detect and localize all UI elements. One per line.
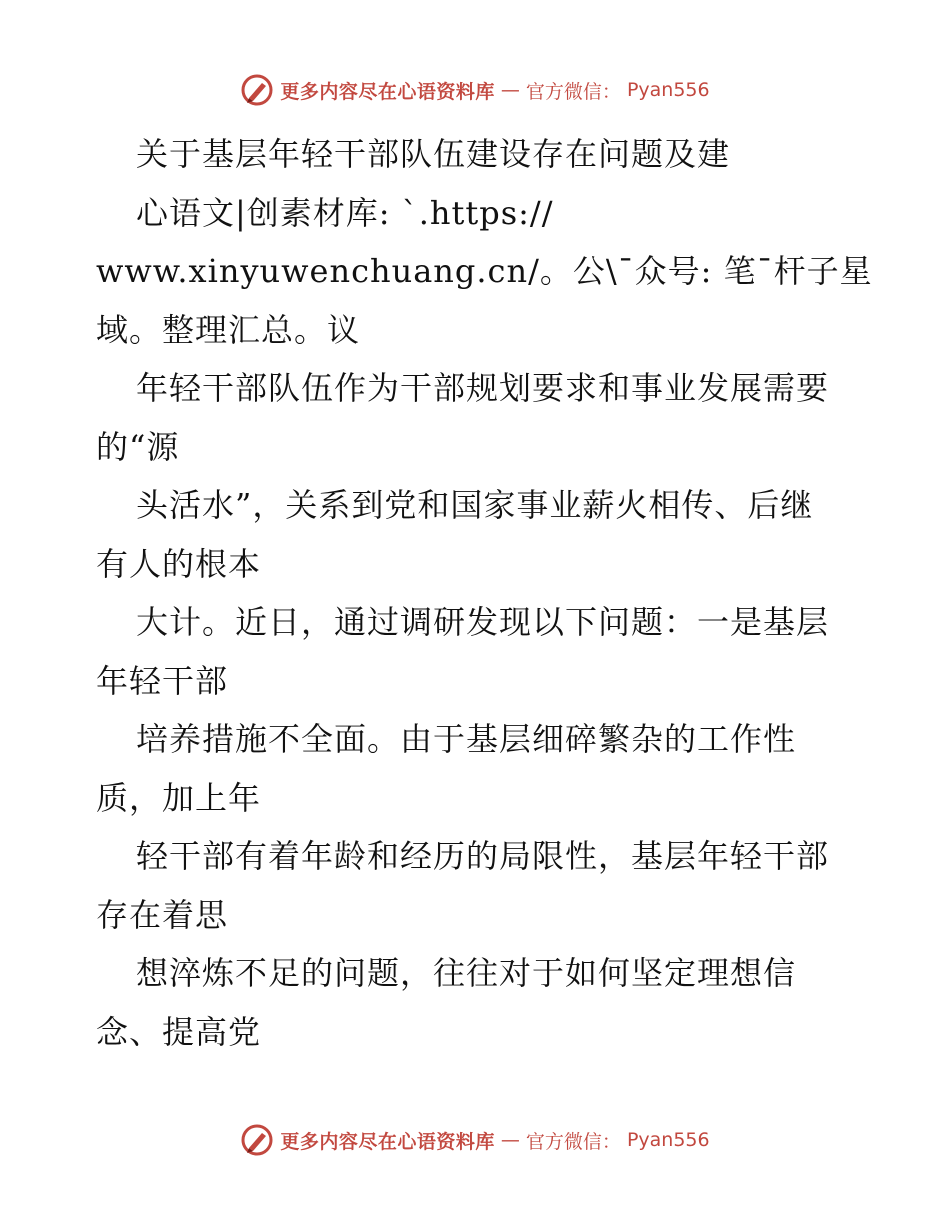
document-line: 想淬炼不足的问题，往往对于如何坚定理想信 xyxy=(136,954,797,992)
watermark-wechat-label: 官方微信： xyxy=(525,80,621,103)
document-line: 头活水”，关系到党和国家事业薪火相传、后继 xyxy=(136,486,814,524)
document-line: 关于基层年轻干部队伍建设存在问题及建 xyxy=(136,135,731,173)
document-line: 的“源 xyxy=(96,427,180,466)
watermark-wechat-id: Pyan556 xyxy=(626,1129,710,1151)
footer-watermark xyxy=(0,1120,950,1160)
watermark-text: 更多内容尽在心语资料库 xyxy=(280,80,495,103)
document-line: 轻干部有着年龄和经历的局限性，基层年轻干部 xyxy=(136,837,830,875)
document-line: 年轻干部 xyxy=(96,661,229,700)
pen-logo-icon xyxy=(240,1123,274,1157)
document-line: 念、提高党 xyxy=(96,1012,262,1051)
document-line: 心语文|创素材库: `.https:// xyxy=(136,193,554,232)
document-line: 有人的根本 xyxy=(96,544,262,583)
watermark-wechat-id: Pyan556 xyxy=(626,79,710,101)
document-line: 年轻干部队伍作为干部规划要求和事业发展需要 xyxy=(136,369,830,407)
document-line: 存在着思 xyxy=(96,895,229,934)
watermark-separator: — xyxy=(500,79,520,101)
watermark-wechat-label: 官方微信： xyxy=(525,1130,621,1153)
header-watermark xyxy=(0,70,950,110)
pen-logo-icon xyxy=(240,73,274,107)
watermark-separator: — xyxy=(500,1129,520,1151)
document-body xyxy=(96,125,873,1061)
document-line: 质，加上年 xyxy=(96,778,262,817)
watermark-text: 更多内容尽在心语资料库 xyxy=(280,1130,495,1153)
document-line: 域。整理汇总。议 xyxy=(96,310,361,349)
document-line: 大计。近日，通过调研发现以下问题：一是基层 xyxy=(136,603,830,641)
document-line: www.xinyuwenchuang.cn/。公\¯众号: 笔¯杆子星 xyxy=(96,252,873,290)
document-line: 培养措施不全面。由于基层细碎繁杂的工作性 xyxy=(136,720,797,758)
watermark-content xyxy=(240,1123,709,1157)
watermark-content xyxy=(240,73,709,107)
